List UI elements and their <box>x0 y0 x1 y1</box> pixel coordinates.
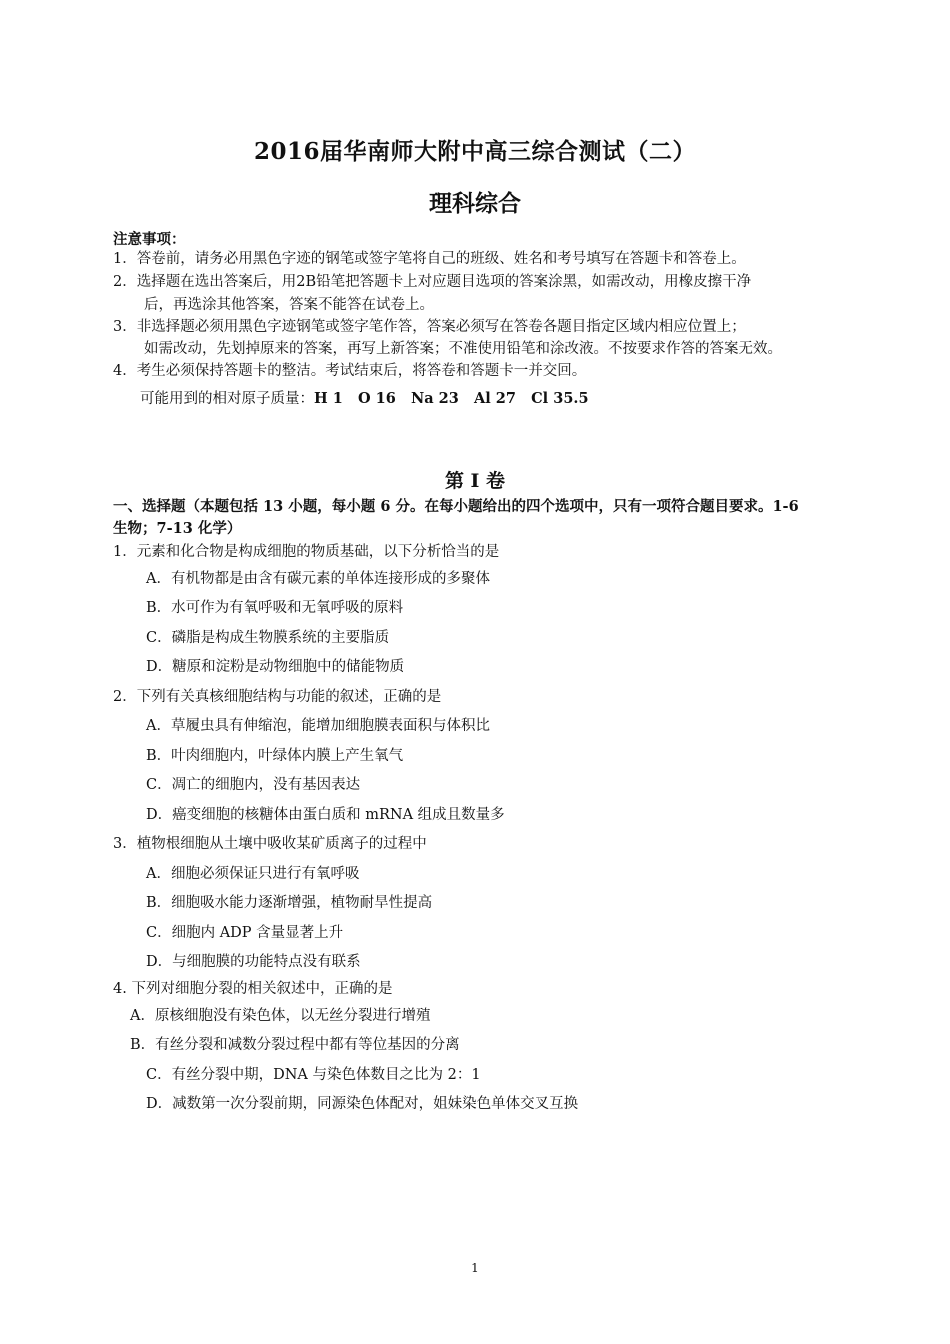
question-4-option-a: A．原核细胞没有染色体，以无丝分裂进行增殖 <box>130 1008 431 1024</box>
question-4-option-d: D．减数第一次分裂前期，同源染色体配对，姐妹染色单体交叉互换 <box>146 1096 579 1112</box>
question-4-stem: 4. 下列对细胞分裂的相关叙述中，正确的是 <box>113 981 393 997</box>
question-2-stem: 2．下列有关真核细胞结构与功能的叙述，正确的是 <box>113 689 442 705</box>
note-line-2-cont: 后，再选涂其他答案，答案不能答在试卷上。 <box>144 297 434 313</box>
question-1-option-d: D．糖原和淀粉是动物细胞中的储能物质 <box>146 659 405 675</box>
question-4-option-c: C．有丝分裂中期，DNA 与染色体数目之比为 2：1 <box>146 1067 481 1083</box>
question-1-option-a: A．有机物都是由含有碳元素的单体连接形成的多聚体 <box>146 571 490 587</box>
note-line-3-cont: 如需改动，先划掉原来的答案，再写上新答案；不准使用铅笔和涂改液。不按要求作答的答案无效。 <box>144 341 782 357</box>
atomic-mass-values: H 1 O 16 Na 23 Al 27 Cl 35.5 <box>314 390 589 407</box>
atomic-mass-label: 可能用到的相对原子质量： <box>140 391 314 407</box>
question-3-option-c: C．细胞内 ADP 含量显著上升 <box>146 925 344 941</box>
question-1-option-c: C．磷脂是构成生物膜系统的主要脂质 <box>146 630 390 646</box>
question-3-option-a: A．细胞必须保证只进行有氧呼吸 <box>146 866 360 882</box>
question-2-option-a: A．草履虫具有伸缩泡，能增加细胞膜表面积与体积比 <box>146 718 490 734</box>
note-line-3: 3．非选择题必须用黑色字迹钢笔或签字笔作答，答案必须写在答卷各题目指定区域内相应位置上； <box>113 319 746 335</box>
question-2-option-c: C．凋亡的细胞内，没有基因表达 <box>146 777 361 793</box>
note-line-1: 1．答卷前，请务必用黑色字迹的钢笔或签字笔将自己的班级、姓名和考号填写在答题卡和答卷上。 <box>113 251 746 267</box>
note-line-4: 4．考生必须保持答题卡的整洁。考试结束后，将答卷和答题卡一并交回。 <box>113 363 587 379</box>
question-3-option-d: D．与细胞膜的功能特点没有联系 <box>146 954 361 970</box>
page-subtitle: 理科综合 <box>429 190 521 217</box>
section-instruction-2: 生物；7-13 化学） <box>113 520 242 537</box>
note-line-2: 2．选择题在选出答案后，用2B铅笔把答题卡上对应题目选项的答案涂黑，如需改动，用橡皮擦干净 <box>113 274 752 290</box>
section-instruction-1: 一、选择题（本题包括 13 小题，每小题 6 分。在每小题给出的四个选项中，只有一项符合题目要求。1-6 <box>113 498 799 515</box>
section-title: 第 I 卷 <box>444 470 506 492</box>
question-4-option-b: B．有丝分裂和减数分裂过程中都有等位基因的分离 <box>130 1037 460 1053</box>
question-2-option-d: D．癌变细胞的核糖体由蛋白质和 mRNA 组成且数量多 <box>146 807 505 823</box>
question-1-stem: 1．元素和化合物是构成细胞的物质基础，以下分析恰当的是 <box>113 544 500 560</box>
question-3-option-b: B．细胞吸水能力逐渐增强，植物耐旱性提高 <box>146 895 433 911</box>
question-1-option-b: B．水可作为有氧呼吸和无氧呼吸的原料 <box>146 600 404 616</box>
page-number: 1 <box>471 1261 479 1275</box>
question-3-stem: 3．植物根细胞从土壤中吸收某矿质离子的过程中 <box>113 836 427 852</box>
notes-heading: 注意事项： <box>113 231 186 248</box>
page-title: 2016届华南师大附中高三综合测试（二） <box>253 138 696 165</box>
atomic-mass-line <box>140 389 589 409</box>
question-2-option-b: B．叶肉细胞内，叶绿体内膜上产生氧气 <box>146 748 404 764</box>
